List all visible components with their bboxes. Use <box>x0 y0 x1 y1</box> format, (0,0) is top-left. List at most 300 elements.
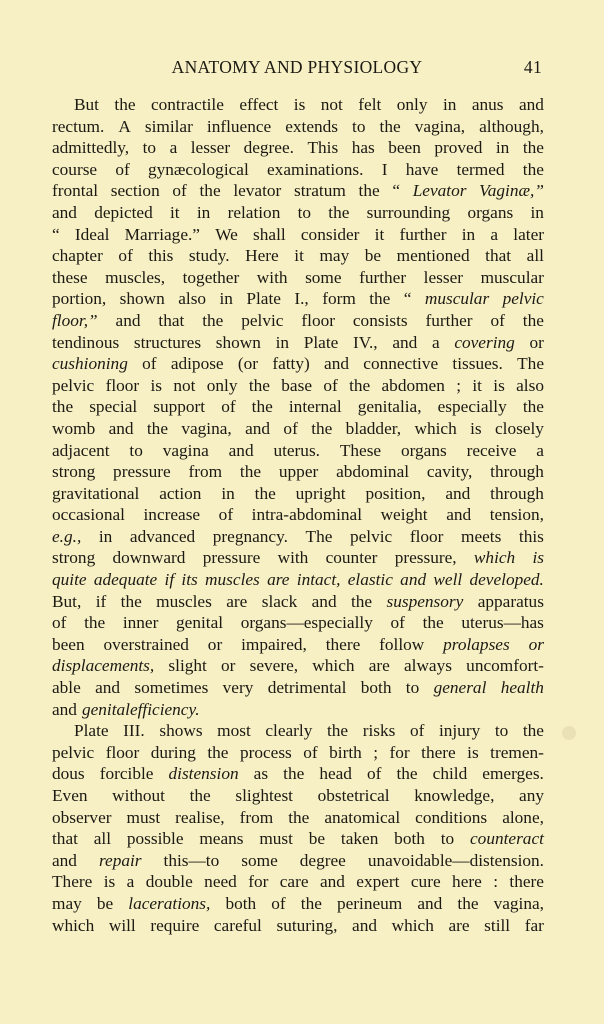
word: far <box>524 915 544 935</box>
word: some <box>305 267 342 287</box>
word: and <box>52 850 77 870</box>
word: the <box>146 418 168 438</box>
word: the <box>522 138 544 158</box>
word: as <box>253 764 269 784</box>
text-line <box>52 850 544 872</box>
word: the <box>379 116 401 136</box>
word: chapter <box>52 246 103 266</box>
italic-word: well <box>433 570 463 590</box>
text-line <box>52 591 544 613</box>
word: in <box>275 332 290 352</box>
word: or <box>221 656 236 676</box>
word: double <box>145 872 193 892</box>
text-line <box>52 634 544 656</box>
word: upright <box>295 483 346 503</box>
word: in <box>461 224 476 244</box>
text-line <box>52 893 544 915</box>
word: examinations. <box>267 159 364 179</box>
word: this <box>518 526 544 546</box>
word: the <box>328 202 350 222</box>
word: always <box>403 656 452 676</box>
word: the <box>84 613 106 633</box>
word: “ <box>52 224 60 244</box>
text-line <box>52 915 544 937</box>
word: pelvic <box>52 375 95 395</box>
word: in <box>530 202 544 222</box>
word: womb <box>52 418 96 438</box>
word: of <box>283 418 298 438</box>
italic-word: floor,” <box>52 310 98 330</box>
word: to <box>494 721 509 741</box>
word: special <box>89 397 138 417</box>
word: is <box>493 375 505 395</box>
word: the <box>199 181 221 201</box>
word: most <box>217 721 251 741</box>
word: also <box>516 375 544 395</box>
word: a <box>169 138 178 158</box>
word: floor <box>105 742 140 762</box>
italic-word: distension <box>168 764 239 784</box>
word: strong <box>52 462 96 482</box>
word: the <box>326 721 349 741</box>
word: base <box>281 375 312 395</box>
word: structures <box>133 332 202 352</box>
text-line <box>52 375 544 397</box>
word: But, <box>52 591 82 611</box>
word: able <box>52 678 81 698</box>
word: pressure <box>202 548 261 568</box>
word: adipose <box>170 354 224 374</box>
running-head-title: ANATOMY AND PHYSIOLOGY <box>171 57 423 77</box>
word: overstrained <box>103 634 189 654</box>
word: in <box>221 483 235 503</box>
text-line <box>52 310 544 332</box>
text-line <box>52 159 544 181</box>
word: all <box>526 246 544 266</box>
word: and <box>108 418 134 438</box>
word: and <box>392 332 418 352</box>
word: is <box>293 95 306 114</box>
text-line <box>52 763 544 785</box>
word: the <box>288 807 310 827</box>
word: admittedly, <box>52 138 130 158</box>
word: through <box>490 483 544 503</box>
word: the <box>300 893 322 913</box>
italic-word: efficiency. <box>129 699 200 719</box>
word: it <box>170 202 180 222</box>
word: further <box>359 267 407 287</box>
word: there <box>421 742 456 762</box>
italic-word: lacerations, <box>128 893 211 913</box>
word: position, <box>365 483 426 503</box>
text-line <box>52 483 544 505</box>
word: pelvic <box>350 526 393 546</box>
text-line <box>52 267 544 289</box>
word: ; <box>373 742 379 762</box>
word: the <box>239 462 262 482</box>
italic-word: e.g., <box>52 526 82 546</box>
text-line <box>52 332 544 354</box>
word: has <box>351 138 375 158</box>
word: genitalia, <box>357 397 422 417</box>
word: all <box>93 829 112 849</box>
word: which <box>391 915 434 935</box>
word: any <box>519 786 544 805</box>
word: to <box>142 138 157 158</box>
italic-word: counteract <box>470 829 544 849</box>
italic-word: general <box>433 678 487 698</box>
word: felt <box>358 95 382 114</box>
word: organs <box>400 440 447 460</box>
word: only <box>396 95 428 114</box>
word: both <box>394 829 425 849</box>
word: will <box>108 915 136 935</box>
word: bladder, <box>345 418 402 438</box>
italic-word: its <box>181 570 198 590</box>
italic-word: muscular <box>424 289 490 309</box>
text-line <box>52 742 544 764</box>
word: occasional <box>52 505 125 525</box>
word: care <box>279 872 309 892</box>
word: organs—especially <box>240 613 373 633</box>
word: IV., <box>352 332 378 352</box>
word: birth <box>329 742 362 762</box>
word: of <box>367 764 382 784</box>
word: and <box>228 440 254 460</box>
word: rectum. <box>52 116 105 136</box>
text-line <box>52 699 544 721</box>
word: not <box>320 95 343 114</box>
word: further <box>399 224 447 244</box>
word: and <box>352 915 377 935</box>
text-line <box>52 655 544 677</box>
word: floor <box>301 310 335 330</box>
word: or <box>529 332 544 352</box>
italic-word: intact, <box>296 570 341 590</box>
word: tension, <box>489 505 544 525</box>
word: closely <box>494 418 544 438</box>
word: alone, <box>502 807 544 827</box>
italic-word: or <box>528 634 544 654</box>
word: and <box>311 591 337 611</box>
word: (or <box>237 354 259 374</box>
italic-word: displacements, <box>52 656 155 676</box>
word: the <box>283 764 305 784</box>
word: vagina, <box>493 893 544 913</box>
italic-word: quite <box>52 570 87 590</box>
word: and <box>319 872 345 892</box>
word: later <box>513 224 544 244</box>
word: slightest <box>235 786 293 805</box>
word: from <box>188 462 223 482</box>
word: of <box>490 310 505 330</box>
body-text <box>52 94 544 936</box>
word: inner <box>122 613 159 633</box>
word: means <box>199 829 244 849</box>
italic-word: which <box>473 548 516 568</box>
word: consists <box>352 310 408 330</box>
word: of <box>409 721 425 741</box>
word: abdomen <box>381 375 445 395</box>
word: frontal <box>52 181 99 201</box>
word: during <box>150 742 196 762</box>
word: the <box>202 310 224 330</box>
word: similar <box>144 116 193 136</box>
word: the <box>207 742 229 762</box>
word: taken <box>340 829 379 849</box>
word: But <box>74 95 99 114</box>
word: unavoidable—distension. <box>367 850 544 870</box>
text-line <box>52 180 544 202</box>
word: and <box>115 310 141 330</box>
word: the <box>396 764 418 784</box>
word: of <box>142 354 157 374</box>
word: expert <box>356 872 400 892</box>
word: clearly <box>265 721 313 741</box>
word: which <box>52 915 95 935</box>
word: cavity, <box>426 462 473 482</box>
text-line <box>52 807 544 829</box>
word: gravitational <box>52 483 140 503</box>
word: for <box>248 872 269 892</box>
word: the <box>114 95 136 114</box>
word: the <box>251 397 273 417</box>
word: organs <box>467 202 514 222</box>
word: this—to <box>163 850 220 870</box>
word: floor <box>409 526 444 546</box>
word: are <box>448 915 470 935</box>
text-line <box>52 396 544 418</box>
word: of <box>118 246 133 266</box>
word: consider <box>300 224 360 244</box>
word: The <box>517 354 544 374</box>
word: and <box>518 95 544 114</box>
word: shall <box>253 224 286 244</box>
word: of <box>323 375 338 395</box>
word: surrounding <box>366 202 451 222</box>
word: “ <box>392 181 400 201</box>
word: I <box>381 159 388 179</box>
word: intra-abdominal <box>251 505 363 525</box>
text-line <box>52 504 544 526</box>
word: to <box>352 116 366 136</box>
word: realise, <box>175 807 225 827</box>
word: support <box>153 397 206 417</box>
text-line <box>52 224 544 246</box>
word: be <box>364 246 382 266</box>
word: must <box>126 807 161 827</box>
word: lesser <box>423 267 464 287</box>
word: mentioned <box>396 246 470 266</box>
word: the <box>189 786 211 805</box>
word: may <box>52 893 82 913</box>
word: for <box>389 742 410 762</box>
word: Ideal <box>74 224 110 244</box>
word: need <box>204 872 237 892</box>
word: here <box>452 872 482 892</box>
word: been <box>388 138 421 158</box>
word: We <box>215 224 238 244</box>
word: it <box>472 375 482 395</box>
word: especially <box>437 397 507 417</box>
word: in <box>219 289 233 309</box>
word: vagina, <box>181 418 232 438</box>
italic-word: elastic <box>347 570 393 590</box>
word: connective <box>363 354 439 374</box>
word: A <box>118 116 131 136</box>
word: injury <box>438 721 481 741</box>
word: Even <box>52 786 88 805</box>
word: very <box>222 678 254 698</box>
word: the <box>52 397 74 417</box>
word: There <box>52 872 93 892</box>
word: muscles <box>156 591 212 611</box>
word: degree <box>299 850 346 870</box>
word: both <box>360 678 392 698</box>
word: suturing, <box>276 915 338 935</box>
word: and <box>417 893 443 913</box>
word: upper <box>278 462 319 482</box>
word: forcible <box>99 764 154 784</box>
word: and <box>324 354 349 374</box>
word: the <box>422 613 444 633</box>
word: shown <box>119 289 165 309</box>
word: of <box>271 893 286 913</box>
word: is <box>467 742 479 762</box>
word: are <box>226 591 248 611</box>
word: there <box>509 872 544 892</box>
word: some <box>241 850 278 870</box>
word: possible <box>126 829 184 849</box>
word: although, <box>479 116 544 136</box>
word: apparatus <box>477 591 544 611</box>
word: fatty) <box>272 354 310 374</box>
word: the <box>522 397 544 417</box>
word: through <box>490 462 544 482</box>
word: relation <box>227 202 281 222</box>
paper-spot <box>562 726 576 740</box>
word: a <box>536 440 544 460</box>
word: the <box>349 375 371 395</box>
word: internal <box>288 397 342 417</box>
word: with <box>277 548 309 568</box>
word: study. <box>188 246 230 266</box>
word: form <box>322 289 356 309</box>
word: in <box>98 526 113 546</box>
text-line <box>52 245 544 267</box>
word: dous <box>52 764 85 784</box>
italic-word: Vaginæ,” <box>479 181 544 201</box>
word: Plate <box>74 721 109 741</box>
word: in <box>196 202 211 222</box>
italic-word: are <box>267 570 290 590</box>
word: lesser <box>190 138 231 158</box>
word: of <box>115 159 130 179</box>
word: risks <box>362 721 396 741</box>
word: that <box>52 829 78 849</box>
italic-word: adequate <box>93 570 158 590</box>
word: of <box>303 742 318 762</box>
word: and <box>245 418 271 438</box>
word: portion, <box>52 289 107 309</box>
word: Marriage.” <box>124 224 200 244</box>
word: pregnancy. <box>212 526 288 546</box>
word: emerges. <box>482 764 544 784</box>
word: tendinous <box>52 332 120 352</box>
word: of <box>52 613 67 633</box>
word: may <box>319 246 350 266</box>
italic-word: is <box>532 548 544 568</box>
word: muscular <box>480 267 544 287</box>
word: “ <box>403 289 412 309</box>
word: that <box>485 246 512 266</box>
word: depicted <box>94 202 153 222</box>
word: of <box>172 181 187 201</box>
text-line <box>52 353 544 375</box>
text-line <box>52 569 544 591</box>
word: from <box>239 807 274 827</box>
word: the <box>522 310 544 330</box>
word: stratum <box>293 181 346 201</box>
word: levator <box>233 181 282 201</box>
word: shows <box>159 721 203 741</box>
text-line <box>52 418 544 440</box>
word: knowledge, <box>414 786 495 805</box>
text-line <box>52 828 544 850</box>
word: floor <box>105 375 140 395</box>
italic-word: and <box>400 570 427 590</box>
word: still <box>484 915 511 935</box>
word: to <box>440 829 455 849</box>
text-line <box>52 720 544 742</box>
word: vagina, <box>414 116 466 136</box>
word: and <box>95 678 121 698</box>
page-number: 41 <box>523 57 542 77</box>
text-line <box>52 871 544 893</box>
word: require <box>150 915 200 935</box>
word: the <box>248 375 270 395</box>
word: to <box>129 440 143 460</box>
word: extends <box>285 116 339 136</box>
word: slight <box>168 656 207 676</box>
text-line <box>52 288 544 310</box>
text-line <box>52 116 544 138</box>
word: that <box>158 310 185 330</box>
word: influence <box>206 116 272 136</box>
word: a <box>490 224 499 244</box>
italic-word: cushioning <box>52 354 128 374</box>
word: tissues. <box>452 354 503 374</box>
word: muscles, <box>105 267 166 287</box>
word: Plate <box>303 332 339 352</box>
word: in <box>442 95 457 114</box>
word: with <box>256 267 288 287</box>
word: process <box>239 742 292 762</box>
word: to <box>297 202 312 222</box>
italic-word: developed. <box>469 570 544 590</box>
word: increase <box>143 505 201 525</box>
italic-word: genital <box>81 699 130 719</box>
word: be <box>96 893 114 913</box>
word: advanced <box>129 526 196 546</box>
word: must <box>259 829 293 849</box>
word: III. <box>123 721 145 741</box>
word: the <box>254 483 276 503</box>
word: and <box>52 202 77 222</box>
word: Here <box>245 246 279 266</box>
word: be <box>308 829 326 849</box>
word: it <box>374 224 385 244</box>
